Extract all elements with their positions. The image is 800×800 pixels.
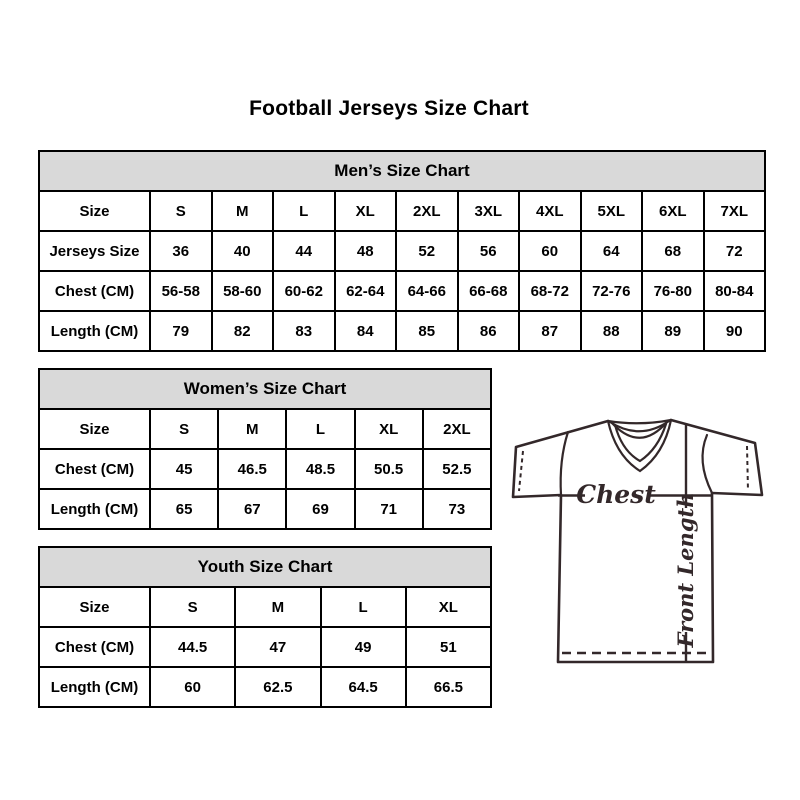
value-cell: 4XL bbox=[519, 191, 581, 231]
womens-size-table bbox=[38, 368, 492, 530]
table-row bbox=[39, 449, 491, 489]
value-cell: 7XL bbox=[704, 191, 766, 231]
row-label: Chest (CM) bbox=[39, 271, 150, 311]
value-cell: 62-64 bbox=[335, 271, 397, 311]
value-cell: L bbox=[321, 587, 406, 627]
jersey-left-armhole-seam bbox=[561, 432, 568, 495]
value-cell: 90 bbox=[704, 311, 766, 351]
value-cell: 73 bbox=[423, 489, 491, 529]
value-cell: 88 bbox=[581, 311, 643, 351]
value-cell: 79 bbox=[150, 311, 212, 351]
value-cell: 44 bbox=[273, 231, 335, 271]
value-cell: 47 bbox=[235, 627, 320, 667]
table-row bbox=[39, 587, 491, 627]
youth-size-table bbox=[38, 546, 492, 708]
value-cell: 36 bbox=[150, 231, 212, 271]
jersey-measurement-diagram bbox=[505, 398, 777, 690]
value-cell: 60 bbox=[150, 667, 235, 707]
value-cell: 40 bbox=[212, 231, 274, 271]
value-cell: 2XL bbox=[423, 409, 491, 449]
value-cell: 58-60 bbox=[212, 271, 274, 311]
value-cell: 66-68 bbox=[458, 271, 520, 311]
value-cell: 50.5 bbox=[355, 449, 423, 489]
value-cell: 85 bbox=[396, 311, 458, 351]
page-title: Football Jerseys Size Chart bbox=[249, 97, 529, 120]
value-cell: 56 bbox=[458, 231, 520, 271]
value-cell: 80-84 bbox=[704, 271, 766, 311]
table-header-row bbox=[39, 151, 765, 191]
value-cell: 48.5 bbox=[286, 449, 354, 489]
value-cell: 5XL bbox=[581, 191, 643, 231]
value-cell: 3XL bbox=[458, 191, 520, 231]
value-cell: 60-62 bbox=[273, 271, 335, 311]
value-cell: 64.5 bbox=[321, 667, 406, 707]
table-header-row bbox=[39, 547, 491, 587]
value-cell: 89 bbox=[642, 311, 704, 351]
value-cell: 52 bbox=[396, 231, 458, 271]
value-cell: S bbox=[150, 587, 235, 627]
value-cell: 62.5 bbox=[235, 667, 320, 707]
value-cell: 48 bbox=[335, 231, 397, 271]
value-cell: 49 bbox=[321, 627, 406, 667]
value-cell: M bbox=[235, 587, 320, 627]
value-cell: M bbox=[212, 191, 274, 231]
value-cell: S bbox=[150, 191, 212, 231]
table-row bbox=[39, 231, 765, 271]
row-label: Length (CM) bbox=[39, 667, 150, 707]
value-cell: 72 bbox=[704, 231, 766, 271]
value-cell: 46.5 bbox=[218, 449, 286, 489]
value-cell: 68-72 bbox=[519, 271, 581, 311]
value-cell: 44.5 bbox=[150, 627, 235, 667]
value-cell: 56-58 bbox=[150, 271, 212, 311]
table-row bbox=[39, 667, 491, 707]
value-cell: XL bbox=[335, 191, 397, 231]
value-cell: 84 bbox=[335, 311, 397, 351]
value-cell: 64-66 bbox=[396, 271, 458, 311]
value-cell: L bbox=[273, 191, 335, 231]
row-label: Length (CM) bbox=[39, 489, 150, 529]
table-row bbox=[39, 191, 765, 231]
jersey-collar-top bbox=[608, 420, 671, 423]
value-cell: 71 bbox=[355, 489, 423, 529]
value-cell: 64 bbox=[581, 231, 643, 271]
value-cell: 45 bbox=[150, 449, 218, 489]
row-label: Chest (CM) bbox=[39, 627, 150, 667]
value-cell: M bbox=[218, 409, 286, 449]
value-cell: 52.5 bbox=[423, 449, 491, 489]
row-label: Length (CM) bbox=[39, 311, 150, 351]
table-header-row bbox=[39, 369, 491, 409]
value-cell: XL bbox=[406, 587, 491, 627]
table-row bbox=[39, 271, 765, 311]
jersey-collar-back-arc-2 bbox=[612, 422, 667, 438]
youth-table-title: Youth Size Chart bbox=[39, 547, 491, 587]
table-row bbox=[39, 409, 491, 449]
left-cuff-dashed-line bbox=[519, 451, 523, 491]
value-cell: 67 bbox=[218, 489, 286, 529]
value-cell: 60 bbox=[519, 231, 581, 271]
value-cell: 69 bbox=[286, 489, 354, 529]
row-label: Size bbox=[39, 587, 150, 627]
value-cell: 87 bbox=[519, 311, 581, 351]
value-cell: L bbox=[286, 409, 354, 449]
table-row bbox=[39, 311, 765, 351]
value-cell: 66.5 bbox=[406, 667, 491, 707]
table-row bbox=[39, 489, 491, 529]
value-cell: 6XL bbox=[642, 191, 704, 231]
womens-table-title: Women’s Size Chart bbox=[39, 369, 491, 409]
value-cell: 82 bbox=[212, 311, 274, 351]
jersey-right-armhole-seam bbox=[703, 435, 712, 493]
value-cell: 2XL bbox=[396, 191, 458, 231]
value-cell: 65 bbox=[150, 489, 218, 529]
row-label: Jerseys Size bbox=[39, 231, 150, 271]
front-length-label: Front Length bbox=[673, 492, 698, 648]
table-row bbox=[39, 627, 491, 667]
value-cell: 83 bbox=[273, 311, 335, 351]
value-cell: 72-76 bbox=[581, 271, 643, 311]
mens-size-table bbox=[38, 150, 766, 352]
value-cell: 76-80 bbox=[642, 271, 704, 311]
value-cell: 68 bbox=[642, 231, 704, 271]
right-cuff-dashed-line bbox=[747, 446, 748, 491]
row-label: Size bbox=[39, 191, 150, 231]
row-label: Chest (CM) bbox=[39, 449, 150, 489]
value-cell: 51 bbox=[406, 627, 491, 667]
row-label: Size bbox=[39, 409, 150, 449]
value-cell: S bbox=[150, 409, 218, 449]
mens-table-title: Men’s Size Chart bbox=[39, 151, 765, 191]
value-cell: XL bbox=[355, 409, 423, 449]
value-cell: 86 bbox=[458, 311, 520, 351]
chest-label: Chest bbox=[576, 480, 656, 509]
